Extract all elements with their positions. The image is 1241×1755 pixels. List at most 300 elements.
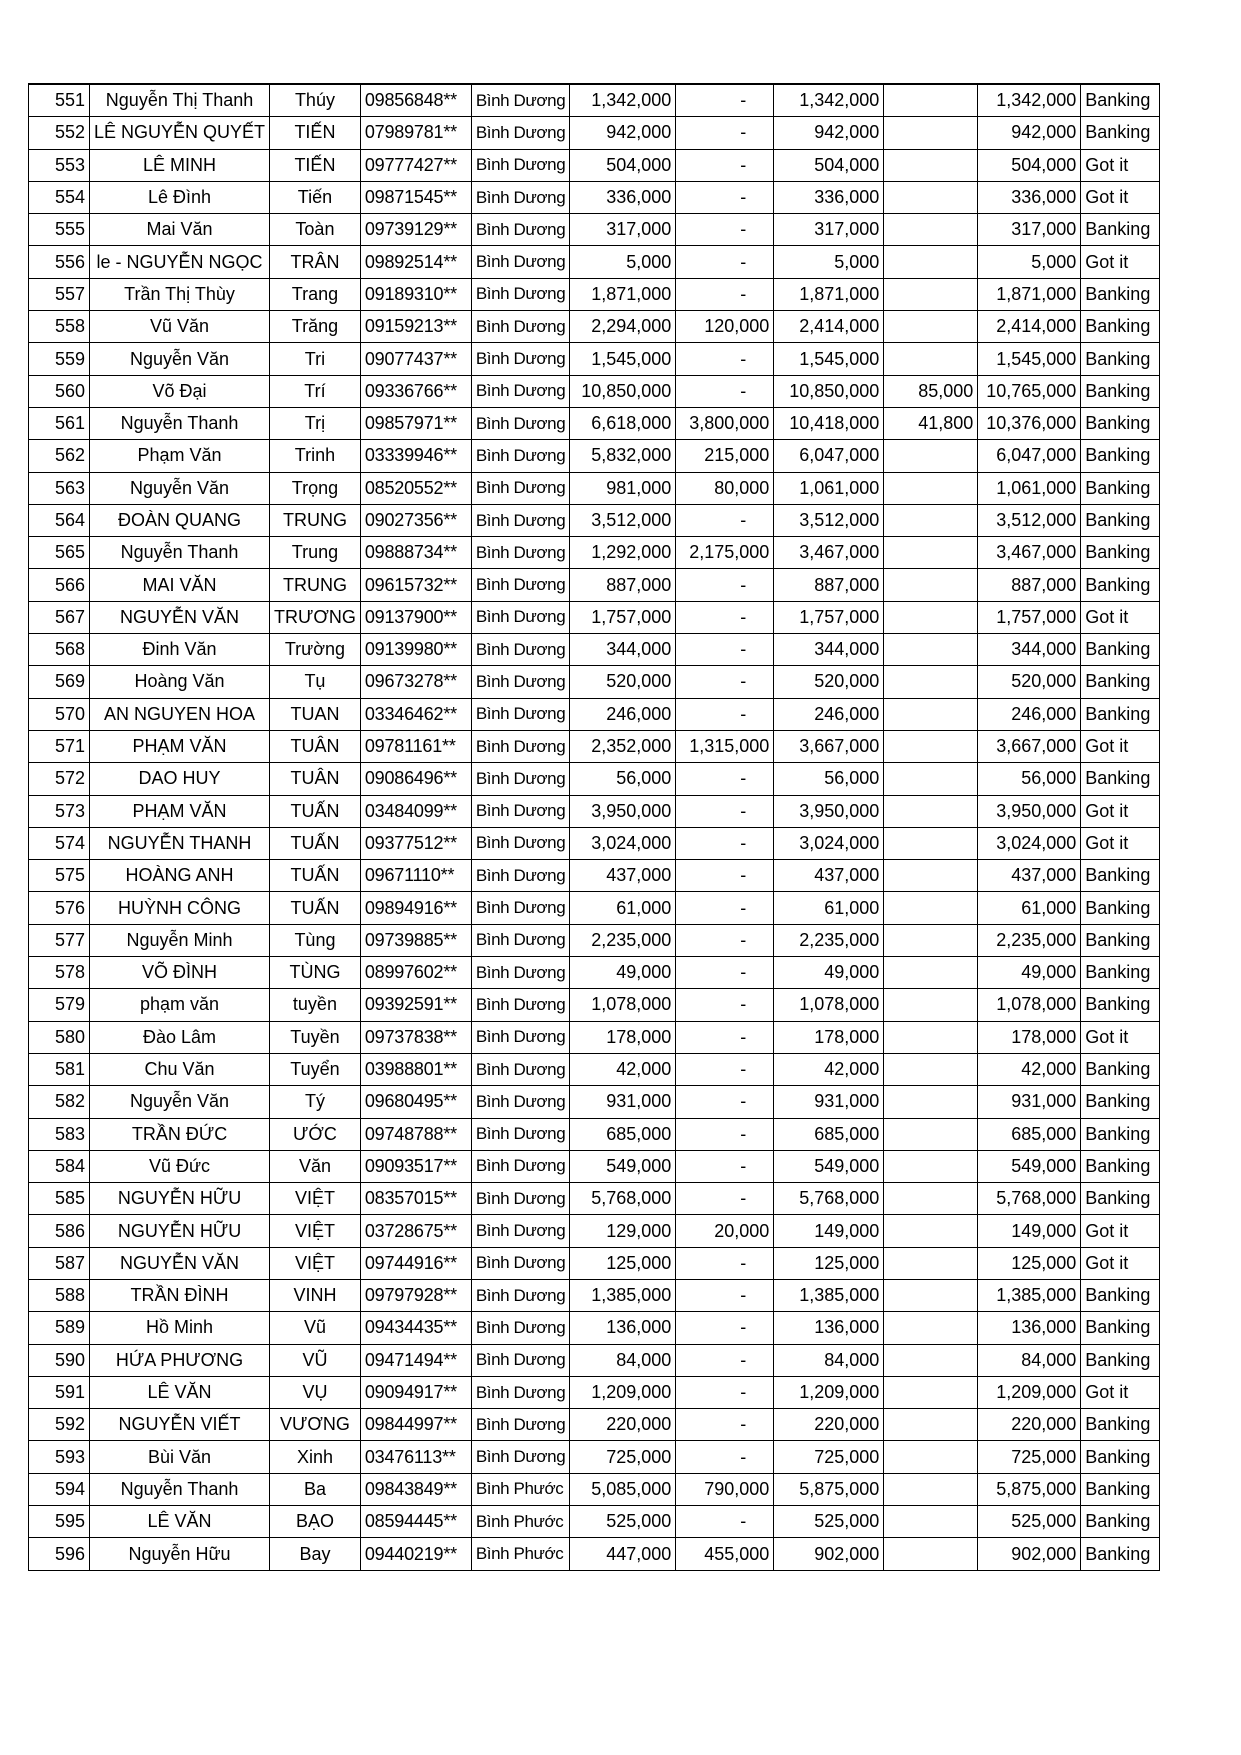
payment-method-cell: Banking: [1081, 989, 1160, 1021]
total-cell: 344,000: [774, 634, 884, 666]
deduction-cell: [884, 569, 978, 601]
deduction-cell: [884, 860, 978, 892]
phone-cell: 09615732**: [360, 569, 471, 601]
net-cell: 437,000: [978, 860, 1081, 892]
total-cell: 1,545,000: [774, 343, 884, 375]
bonus-cell: -: [676, 601, 774, 633]
total-cell: 49,000: [774, 957, 884, 989]
phone-cell: 08594445**: [360, 1506, 471, 1538]
last-name-cell: TUAN: [270, 698, 361, 730]
bonus-cell: 20,000: [676, 1215, 774, 1247]
deduction-cell: [884, 440, 978, 472]
bonus-cell: -: [676, 246, 774, 278]
payment-method-cell: Got it: [1081, 1021, 1160, 1053]
deduction-cell: [884, 730, 978, 762]
row-number-cell: 584: [29, 1150, 90, 1182]
last-name-cell: TRUNG: [270, 569, 361, 601]
province-cell: Bình Dương: [471, 181, 569, 213]
payment-method-cell: Banking: [1081, 860, 1160, 892]
total-cell: 2,414,000: [774, 311, 884, 343]
total-cell: 685,000: [774, 1118, 884, 1150]
phone-cell: 09871545**: [360, 181, 471, 213]
first-name-cell: PHẠM VĂN: [90, 730, 270, 762]
payment-method-cell: Banking: [1081, 1506, 1160, 1538]
table-row: [29, 1183, 1160, 1215]
table-row: [29, 1538, 1160, 1570]
payment-method-cell: Banking: [1081, 343, 1160, 375]
row-number-cell: 558: [29, 311, 90, 343]
phone-cell: 09137900**: [360, 601, 471, 633]
bonus-cell: 80,000: [676, 472, 774, 504]
phone-cell: 08520552**: [360, 472, 471, 504]
amount-cell: 2,294,000: [570, 311, 676, 343]
last-name-cell: Vũ: [270, 1312, 361, 1344]
total-cell: 1,757,000: [774, 601, 884, 633]
first-name-cell: Nguyễn Văn: [90, 472, 270, 504]
table-row: [29, 278, 1160, 310]
row-number-cell: 560: [29, 375, 90, 407]
total-cell: 2,235,000: [774, 924, 884, 956]
net-cell: 42,000: [978, 1053, 1081, 1085]
phone-cell: 09671110**: [360, 860, 471, 892]
first-name-cell: TRẦN ĐÌNH: [90, 1279, 270, 1311]
net-cell: 3,467,000: [978, 537, 1081, 569]
row-number-cell: 561: [29, 407, 90, 439]
phone-cell: 09680495**: [360, 1086, 471, 1118]
province-cell: Bình Dương: [471, 827, 569, 859]
province-cell: Bình Dương: [471, 1215, 569, 1247]
row-number-cell: 554: [29, 181, 90, 213]
net-cell: 5,875,000: [978, 1473, 1081, 1505]
row-number-cell: 595: [29, 1506, 90, 1538]
table-row: [29, 1279, 1160, 1311]
province-cell: Bình Dương: [471, 1053, 569, 1085]
first-name-cell: Mai Văn: [90, 214, 270, 246]
table-row: [29, 1312, 1160, 1344]
phone-cell: 09777427**: [360, 149, 471, 181]
bonus-cell: -: [676, 1279, 774, 1311]
bonus-cell: -: [676, 1183, 774, 1215]
last-name-cell: VIỆT: [270, 1183, 361, 1215]
amount-cell: 1,209,000: [570, 1376, 676, 1408]
payment-method-cell: Banking: [1081, 1473, 1160, 1505]
phone-cell: 09189310**: [360, 278, 471, 310]
last-name-cell: TUẤN: [270, 860, 361, 892]
last-name-cell: Trọng: [270, 472, 361, 504]
total-cell: 931,000: [774, 1086, 884, 1118]
last-name-cell: TUẤN: [270, 827, 361, 859]
province-cell: Bình Dương: [471, 666, 569, 698]
bonus-cell: 3,800,000: [676, 407, 774, 439]
deduction-cell: [884, 1279, 978, 1311]
deduction-cell: [884, 214, 978, 246]
phone-cell: 03339946**: [360, 440, 471, 472]
row-number-cell: 564: [29, 504, 90, 536]
payment-method-cell: Banking: [1081, 1312, 1160, 1344]
first-name-cell: Nguyễn Thị Thanh: [90, 84, 270, 117]
payment-method-cell: Banking: [1081, 375, 1160, 407]
province-cell: Bình Dương: [471, 730, 569, 762]
row-number-cell: 565: [29, 537, 90, 569]
row-number-cell: 566: [29, 569, 90, 601]
total-cell: 725,000: [774, 1441, 884, 1473]
total-cell: 1,078,000: [774, 989, 884, 1021]
net-cell: 10,376,000: [978, 407, 1081, 439]
net-cell: 84,000: [978, 1344, 1081, 1376]
last-name-cell: TRUNG: [270, 504, 361, 536]
last-name-cell: Trị: [270, 407, 361, 439]
payment-method-cell: Got it: [1081, 827, 1160, 859]
total-cell: 5,875,000: [774, 1473, 884, 1505]
table-row: [29, 343, 1160, 375]
last-name-cell: VIỆT: [270, 1215, 361, 1247]
amount-cell: 5,832,000: [570, 440, 676, 472]
net-cell: 1,209,000: [978, 1376, 1081, 1408]
bonus-cell: -: [676, 1053, 774, 1085]
total-cell: 317,000: [774, 214, 884, 246]
amount-cell: 931,000: [570, 1086, 676, 1118]
bonus-cell: -: [676, 569, 774, 601]
net-cell: 3,024,000: [978, 827, 1081, 859]
payment-method-cell: Banking: [1081, 311, 1160, 343]
payment-method-cell: Got it: [1081, 601, 1160, 633]
amount-cell: 3,950,000: [570, 795, 676, 827]
last-name-cell: BẠO: [270, 1506, 361, 1538]
table-row: [29, 181, 1160, 213]
province-cell: Bình Dương: [471, 1086, 569, 1118]
bonus-cell: -: [676, 375, 774, 407]
net-cell: 725,000: [978, 1441, 1081, 1473]
payment-method-cell: Got it: [1081, 1215, 1160, 1247]
net-cell: 56,000: [978, 763, 1081, 795]
row-number-cell: 572: [29, 763, 90, 795]
net-cell: 1,342,000: [978, 84, 1081, 117]
row-number-cell: 575: [29, 860, 90, 892]
last-name-cell: Tuyển: [270, 1053, 361, 1085]
bonus-cell: -: [676, 1441, 774, 1473]
row-number-cell: 574: [29, 827, 90, 859]
province-cell: Bình Dương: [471, 84, 569, 117]
net-cell: 3,512,000: [978, 504, 1081, 536]
table-row: [29, 1086, 1160, 1118]
table-row: [29, 1376, 1160, 1408]
table-row: [29, 763, 1160, 795]
net-cell: 6,047,000: [978, 440, 1081, 472]
total-cell: 1,342,000: [774, 84, 884, 117]
last-name-cell: Tý: [270, 1086, 361, 1118]
province-cell: Bình Dương: [471, 860, 569, 892]
deduction-cell: [884, 1021, 978, 1053]
phone-cell: 09797928**: [360, 1279, 471, 1311]
last-name-cell: VŨ: [270, 1344, 361, 1376]
net-cell: 246,000: [978, 698, 1081, 730]
bonus-cell: 790,000: [676, 1473, 774, 1505]
row-number-cell: 567: [29, 601, 90, 633]
first-name-cell: Võ Đại: [90, 375, 270, 407]
province-cell: Bình Dương: [471, 278, 569, 310]
first-name-cell: LÊ NGUYỄN QUYẾT: [90, 117, 270, 149]
province-cell: Bình Dương: [471, 149, 569, 181]
total-cell: 902,000: [774, 1538, 884, 1570]
last-name-cell: TIẾN: [270, 149, 361, 181]
deduction-cell: [884, 246, 978, 278]
phone-cell: 09027356**: [360, 504, 471, 536]
table-row: [29, 827, 1160, 859]
last-name-cell: Bay: [270, 1538, 361, 1570]
last-name-cell: TRƯƠNG: [270, 601, 361, 633]
payment-method-cell: Got it: [1081, 181, 1160, 213]
province-cell: Bình Dương: [471, 763, 569, 795]
table-row: [29, 569, 1160, 601]
bonus-cell: 1,315,000: [676, 730, 774, 762]
amount-cell: 10,850,000: [570, 375, 676, 407]
phone-cell: 09739129**: [360, 214, 471, 246]
phone-cell: 03728675**: [360, 1215, 471, 1247]
net-cell: 220,000: [978, 1409, 1081, 1441]
bonus-cell: -: [676, 149, 774, 181]
first-name-cell: Hoàng Văn: [90, 666, 270, 698]
total-cell: 437,000: [774, 860, 884, 892]
row-number-cell: 594: [29, 1473, 90, 1505]
phone-cell: 09094917**: [360, 1376, 471, 1408]
row-number-cell: 586: [29, 1215, 90, 1247]
row-number-cell: 589: [29, 1312, 90, 1344]
first-name-cell: DAO HUY: [90, 763, 270, 795]
net-cell: 685,000: [978, 1118, 1081, 1150]
net-cell: 317,000: [978, 214, 1081, 246]
phone-cell: 09471494**: [360, 1344, 471, 1376]
table-row: [29, 84, 1160, 117]
table-row: [29, 1473, 1160, 1505]
row-number-cell: 587: [29, 1247, 90, 1279]
phone-cell: 09888734**: [360, 537, 471, 569]
amount-cell: 5,085,000: [570, 1473, 676, 1505]
first-name-cell: ĐOÀN QUANG: [90, 504, 270, 536]
first-name-cell: Đinh Văn: [90, 634, 270, 666]
row-number-cell: 585: [29, 1183, 90, 1215]
total-cell: 504,000: [774, 149, 884, 181]
payment-method-cell: Banking: [1081, 407, 1160, 439]
deduction-cell: [884, 504, 978, 536]
row-number-cell: 562: [29, 440, 90, 472]
row-number-cell: 553: [29, 149, 90, 181]
amount-cell: 887,000: [570, 569, 676, 601]
province-cell: Bình Dương: [471, 1409, 569, 1441]
deduction-cell: [884, 634, 978, 666]
row-number-cell: 563: [29, 472, 90, 504]
total-cell: 178,000: [774, 1021, 884, 1053]
first-name-cell: Chu Văn: [90, 1053, 270, 1085]
table-row: [29, 1150, 1160, 1182]
deduction-cell: [884, 698, 978, 730]
total-cell: 1,385,000: [774, 1279, 884, 1311]
payment-method-cell: Banking: [1081, 1150, 1160, 1182]
first-name-cell: Đào Lâm: [90, 1021, 270, 1053]
net-cell: 887,000: [978, 569, 1081, 601]
phone-cell: 09892514**: [360, 246, 471, 278]
table-row: [29, 957, 1160, 989]
province-cell: Bình Dương: [471, 1247, 569, 1279]
net-cell: 49,000: [978, 957, 1081, 989]
deduction-cell: [884, 1344, 978, 1376]
amount-cell: 2,235,000: [570, 924, 676, 956]
province-cell: Bình Dương: [471, 795, 569, 827]
province-cell: Bình Dương: [471, 440, 569, 472]
province-cell: Bình Dương: [471, 311, 569, 343]
deduction-cell: [884, 827, 978, 859]
deduction-cell: [884, 1409, 978, 1441]
table-row: [29, 1247, 1160, 1279]
phone-cell: 09392591**: [360, 989, 471, 1021]
total-cell: 136,000: [774, 1312, 884, 1344]
province-cell: Bình Dương: [471, 343, 569, 375]
phone-cell: 09737838**: [360, 1021, 471, 1053]
total-cell: 5,000: [774, 246, 884, 278]
table-row: [29, 440, 1160, 472]
first-name-cell: LÊ MINH: [90, 149, 270, 181]
first-name-cell: Nguyễn Thanh: [90, 537, 270, 569]
amount-cell: 136,000: [570, 1312, 676, 1344]
amount-cell: 42,000: [570, 1053, 676, 1085]
payment-method-cell: Banking: [1081, 1441, 1160, 1473]
total-cell: 10,418,000: [774, 407, 884, 439]
phone-cell: 09739885**: [360, 924, 471, 956]
net-cell: 2,414,000: [978, 311, 1081, 343]
net-cell: 520,000: [978, 666, 1081, 698]
row-number-cell: 555: [29, 214, 90, 246]
province-cell: Bình Dương: [471, 989, 569, 1021]
last-name-cell: tuyền: [270, 989, 361, 1021]
row-number-cell: 591: [29, 1376, 90, 1408]
row-number-cell: 557: [29, 278, 90, 310]
net-cell: 525,000: [978, 1506, 1081, 1538]
row-number-cell: 569: [29, 666, 90, 698]
bonus-cell: 455,000: [676, 1538, 774, 1570]
table-row: [29, 1409, 1160, 1441]
province-cell: Bình Dương: [471, 957, 569, 989]
net-cell: 942,000: [978, 117, 1081, 149]
row-number-cell: 571: [29, 730, 90, 762]
row-number-cell: 583: [29, 1118, 90, 1150]
phone-cell: 03988801**: [360, 1053, 471, 1085]
bonus-cell: -: [676, 1312, 774, 1344]
payment-method-cell: Banking: [1081, 1086, 1160, 1118]
total-cell: 1,871,000: [774, 278, 884, 310]
first-name-cell: MAI VĂN: [90, 569, 270, 601]
payment-method-cell: Banking: [1081, 634, 1160, 666]
last-name-cell: VIỆT: [270, 1247, 361, 1279]
bonus-cell: -: [676, 957, 774, 989]
deduction-cell: [884, 1441, 978, 1473]
total-cell: 3,512,000: [774, 504, 884, 536]
bonus-cell: -: [676, 795, 774, 827]
payment-method-cell: Banking: [1081, 763, 1160, 795]
row-number-cell: 576: [29, 892, 90, 924]
table-row: [29, 601, 1160, 633]
province-cell: Bình Dương: [471, 1150, 569, 1182]
total-cell: 246,000: [774, 698, 884, 730]
first-name-cell: AN NGUYEN HOA: [90, 698, 270, 730]
deduction-cell: [884, 1150, 978, 1182]
phone-cell: 09843849**: [360, 1473, 471, 1505]
amount-cell: 61,000: [570, 892, 676, 924]
net-cell: 1,385,000: [978, 1279, 1081, 1311]
province-cell: Bình Dương: [471, 472, 569, 504]
row-number-cell: 568: [29, 634, 90, 666]
bonus-cell: -: [676, 278, 774, 310]
province-cell: Bình Dương: [471, 407, 569, 439]
net-cell: 931,000: [978, 1086, 1081, 1118]
total-cell: 336,000: [774, 181, 884, 213]
phone-cell: 09894916**: [360, 892, 471, 924]
table-row: [29, 989, 1160, 1021]
amount-cell: 49,000: [570, 957, 676, 989]
first-name-cell: NGUYỄN HỮU: [90, 1215, 270, 1247]
amount-cell: 942,000: [570, 117, 676, 149]
row-number-cell: 593: [29, 1441, 90, 1473]
last-name-cell: VINH: [270, 1279, 361, 1311]
bonus-cell: -: [676, 1506, 774, 1538]
payment-method-cell: Banking: [1081, 1183, 1160, 1215]
last-name-cell: VỤ: [270, 1376, 361, 1408]
province-cell: Bình Dương: [471, 924, 569, 956]
phone-cell: 09748788**: [360, 1118, 471, 1150]
phone-cell: 03484099**: [360, 795, 471, 827]
bonus-cell: -: [676, 1409, 774, 1441]
first-name-cell: Hồ Minh: [90, 1312, 270, 1344]
first-name-cell: HUỲNH CÔNG: [90, 892, 270, 924]
table-row: [29, 892, 1160, 924]
row-number-cell: 582: [29, 1086, 90, 1118]
amount-cell: 220,000: [570, 1409, 676, 1441]
net-cell: 504,000: [978, 149, 1081, 181]
net-cell: 2,235,000: [978, 924, 1081, 956]
net-cell: 902,000: [978, 1538, 1081, 1570]
table-row: [29, 407, 1160, 439]
province-cell: Bình Dương: [471, 1376, 569, 1408]
amount-cell: 317,000: [570, 214, 676, 246]
payment-method-cell: Got it: [1081, 1376, 1160, 1408]
last-name-cell: Tụ: [270, 666, 361, 698]
deduction-cell: [884, 795, 978, 827]
payment-method-cell: Got it: [1081, 1247, 1160, 1279]
net-cell: 1,871,000: [978, 278, 1081, 310]
row-number-cell: 590: [29, 1344, 90, 1376]
row-number-cell: 573: [29, 795, 90, 827]
row-number-cell: 580: [29, 1021, 90, 1053]
last-name-cell: TUẤN: [270, 892, 361, 924]
total-cell: 887,000: [774, 569, 884, 601]
phone-cell: 09857971**: [360, 407, 471, 439]
phone-cell: 09139980**: [360, 634, 471, 666]
last-name-cell: Tùng: [270, 924, 361, 956]
bonus-cell: 120,000: [676, 311, 774, 343]
bonus-cell: -: [676, 1247, 774, 1279]
deduction-cell: [884, 149, 978, 181]
payment-method-cell: Got it: [1081, 795, 1160, 827]
amount-cell: 344,000: [570, 634, 676, 666]
payment-method-cell: Banking: [1081, 957, 1160, 989]
table-row: [29, 117, 1160, 149]
table-row: [29, 634, 1160, 666]
payment-method-cell: Banking: [1081, 117, 1160, 149]
payment-method-cell: Banking: [1081, 472, 1160, 504]
row-number-cell: 596: [29, 1538, 90, 1570]
deduction-cell: 85,000: [884, 375, 978, 407]
phone-cell: 09159213**: [360, 311, 471, 343]
payment-method-cell: Banking: [1081, 666, 1160, 698]
last-name-cell: Trường: [270, 634, 361, 666]
